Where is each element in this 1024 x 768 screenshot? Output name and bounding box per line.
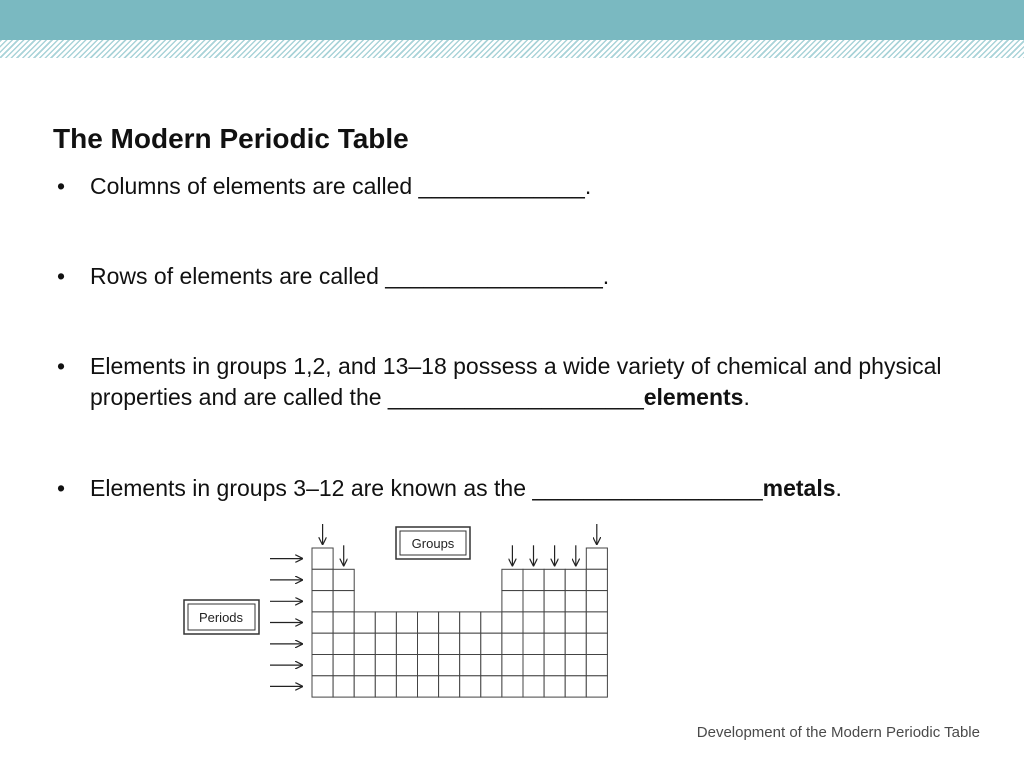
bullet-text-bold: metals	[762, 475, 836, 501]
table-cell	[460, 655, 481, 676]
table-cell	[523, 655, 544, 676]
table-cell	[375, 676, 396, 697]
table-cell	[460, 612, 481, 633]
table-cell	[586, 655, 607, 676]
table-cell	[544, 591, 565, 612]
table-cell	[396, 612, 417, 633]
table-cell	[523, 569, 544, 590]
table-cell	[354, 655, 375, 676]
table-cell	[439, 655, 460, 676]
table-cell	[523, 676, 544, 697]
slide-title: The Modern Periodic Table	[53, 123, 409, 154]
table-cell	[333, 676, 354, 697]
groups-label-box	[396, 527, 470, 559]
table-cell	[333, 612, 354, 633]
table-cell	[586, 591, 607, 612]
table-cell	[354, 633, 375, 654]
table-cell	[586, 612, 607, 633]
table-cell	[565, 633, 586, 654]
periodic-table-grid	[312, 548, 607, 697]
table-cell	[312, 569, 333, 590]
table-cell	[565, 655, 586, 676]
table-cell	[502, 633, 523, 654]
table-cell	[586, 548, 607, 569]
table-cell	[523, 591, 544, 612]
table-cell	[439, 676, 460, 697]
table-cell	[375, 655, 396, 676]
bullet-text-after: .	[835, 475, 842, 501]
table-cell	[544, 612, 565, 633]
table-cell	[312, 548, 333, 569]
table-cell	[544, 676, 565, 697]
bullet-text-main: Elements in groups 3–12 are known as the __________________	[90, 475, 763, 501]
table-cell	[333, 591, 354, 612]
table-cell	[523, 633, 544, 654]
table-cell	[333, 655, 354, 676]
table-cell	[439, 633, 460, 654]
table-cell	[375, 633, 396, 654]
table-cell	[565, 612, 586, 633]
table-cell	[354, 612, 375, 633]
table-cell	[586, 569, 607, 590]
table-cell	[481, 655, 502, 676]
period-arrows	[270, 559, 302, 687]
periods-label-box	[184, 600, 259, 634]
table-cell	[502, 676, 523, 697]
bullet-marker: •	[57, 475, 66, 501]
table-cell	[502, 569, 523, 590]
slide-footer: Development of the Modern Periodic Table	[696, 724, 980, 741]
table-cell	[312, 633, 333, 654]
table-cell	[544, 633, 565, 654]
table-cell	[418, 633, 439, 654]
table-cell	[396, 655, 417, 676]
bullet-marker: •	[57, 263, 66, 289]
table-cell	[544, 569, 565, 590]
table-cell	[565, 591, 586, 612]
table-cell	[312, 655, 333, 676]
table-cell	[481, 633, 502, 654]
table-cell	[502, 612, 523, 633]
table-cell	[418, 655, 439, 676]
table-cell	[418, 612, 439, 633]
table-cell	[312, 612, 333, 633]
table-cell	[502, 591, 523, 612]
table-cell	[586, 676, 607, 697]
table-cell	[333, 569, 354, 590]
bullet-text-main: Elements in groups 1,2, and 13–18 possess a wide variety of chemical and physical properties and are called the ____________________	[90, 353, 942, 410]
periods-label: Periods	[198, 610, 244, 625]
table-cell	[354, 676, 375, 697]
table-cell	[523, 612, 544, 633]
bullet-text-main: Columns of elements are called _____________.	[90, 173, 592, 199]
bullet-text-bold: elements	[643, 384, 744, 410]
table-cell	[481, 612, 502, 633]
bullet-text-after: .	[743, 384, 750, 410]
table-cell	[502, 655, 523, 676]
table-cell	[565, 676, 586, 697]
table-cell	[418, 676, 439, 697]
groups-label: Groups	[411, 536, 455, 551]
table-cell	[439, 612, 460, 633]
table-cell	[312, 591, 333, 612]
bullet-text-main: Rows of elements are called _________________.	[90, 263, 610, 289]
table-cell	[375, 612, 396, 633]
table-cell	[460, 633, 481, 654]
table-cell	[396, 633, 417, 654]
table-cell	[586, 633, 607, 654]
bullet-marker: •	[57, 353, 66, 379]
table-cell	[333, 633, 354, 654]
table-cell	[565, 569, 586, 590]
table-cell	[544, 655, 565, 676]
table-cell	[460, 676, 481, 697]
bullet-marker: •	[57, 173, 66, 199]
table-cell	[312, 676, 333, 697]
table-cell	[396, 676, 417, 697]
table-cell	[481, 676, 502, 697]
